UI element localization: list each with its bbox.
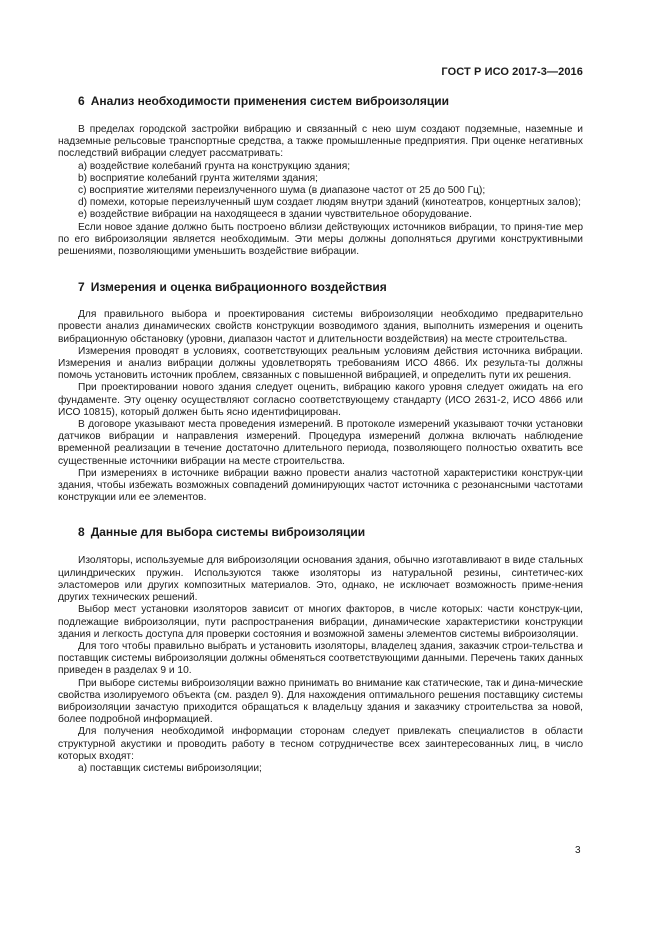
paragraph: В договоре указывают места проведения измерений. В протоколе измерений указывают точки установки датчиков вибрации и направления измерений. Процедура измерений должна включать наблюдение временной реализации в течение достаточно длительного периода, позволяющего полностью охватить все существенные источники вибрации на месте строительства. — [58, 419, 583, 467]
section-number: 7 — [78, 280, 85, 295]
paragraph: Измерения проводят в условиях, соответствующих реальным условиям действия источника вибрации. Измерения и анализ вибрации должны удовлетворять требованиям ИСО 4866. Их результа-ты должны помочь установить источник проблем, связанных с повышенной вибрацией, и определить пути их решения. — [58, 345, 583, 382]
list-item: e) воздействие вибрации на находящееся в здании чувствительное оборудование. — [78, 209, 472, 221]
list-item: a) поставщик системы виброизоляции; — [78, 762, 262, 774]
list-item: d) помехи, которые переизлученный шум создает людям внутри зданий (кинотеатров, концертных залов); — [78, 197, 581, 209]
section-number: 8 — [78, 525, 85, 540]
paragraph: Изоляторы, используемые для виброизоляции основания здания, обычно изготавливают в виде стальных цилиндрических пружин. Используются также изоляторы из натуральной резины, синтетичес-ких эластомеров или других композитных материалов. Это, однако, не исключает возможность приме-нения других технических решений. — [58, 555, 583, 604]
paragraph: Для того чтобы правильно выбрать и установить изоляторы, владелец здания, заказчик строи-тельства и поставщик системы виброизоляции должны обменяться соответствующими данными. Перечень таких данных приведен в разделах 9 и 10. — [58, 640, 583, 677]
list-item: c) восприятие жителями переизлученного шума (в диапазоне частот от 25 до 500 Гц); — [78, 185, 486, 197]
standard-header: ГОСТ Р ИСО 2017-3—2016 — [441, 66, 583, 78]
paragraph: При выборе системы виброизоляции важно принимать во внимание как статические, так и дина-мические свойства изолируемого объекта (см. раздел 9). Для нахождения оптимального решения поставщику системы виброизоляции зачастую приходится обращаться к владельцу здания и заказчику строительства за новой, более подробной информацией. — [58, 677, 583, 726]
paragraph: При проектировании нового здания следует оценить, вибрацию какого уровня следует ожидать на его фундаменте. Эту оценку осуществляют согласно соответствующему стандарту (ИСО 2631-2, ИСО 4866 или ИСО 10815), который должен быть ясно идентифицирован. — [58, 382, 583, 418]
page-number: 3 — [575, 845, 581, 856]
section-7-heading — [58, 280, 583, 295]
section-title: Измерения и оценка вибрационного воздействия — [90, 280, 387, 295]
document-body — [58, 92, 583, 775]
section-8-heading — [58, 525, 583, 540]
section-title: Данные для выбора системы виброизоляции — [90, 525, 366, 540]
list-item: a) воздействие колебаний грунта на конструкцию здания; — [78, 160, 351, 172]
section-number: 6 — [78, 94, 85, 108]
list-item: b) восприятие колебаний грунта жителями здания; — [78, 172, 318, 184]
section-6-heading — [58, 94, 583, 109]
paragraph: Если новое здание должно быть построено вблизи действующих источников вибрации, то приня-тие мер по его виброизоляции является необходимым. Эти меры должны дополняться другими конструктивными решениями, позволяющими уменьшить воздействие вибрации. — [58, 221, 583, 258]
section-title: Анализ необходимости применения систем виброизоляции — [90, 94, 450, 108]
paragraph: Для правильного выбора и проектирования системы виброизоляции необходимо предварительно провести анализ динамических свойств конструкции возводимого здания, выполнить измерения и оценить вибрационную обстановку (уровни, диапазон частот и длительности воздействия) на месте строительства. — [58, 309, 583, 345]
paragraph: Выбор мест установки изоляторов зависит от многих факторов, в числе которых: части конструк-ции, подлежащие виброизоляции, пути распространения вибрации, динамические характеристики конструкции здания и легкость доступа для проверки состояния и возможной замены элементов системы виброизоляции. — [58, 604, 583, 640]
paragraph: В пределах городской застройки вибрацию и связанный с нею шум создают подземные, наземные и надземные рельсовые транспортные средства, а также промышленные предприятия. При оценке негативных последствий вибрации следует рассматривать: — [58, 124, 583, 160]
paragraph: Для получения необходимой информации сторонам следует привлекать специалистов в области структурной акустики и проводить работу в тесном сотрудничестве всех заинтересованных лиц, в число которых входят: — [58, 726, 583, 762]
paragraph: При измерениях в источнике вибрации важно провести анализ частотной характеристики конструк-ции здания, чтобы избежать возможных совпадений доминирующих частот источника с резонансными частотами конструкции или ее элементов. — [58, 467, 583, 504]
